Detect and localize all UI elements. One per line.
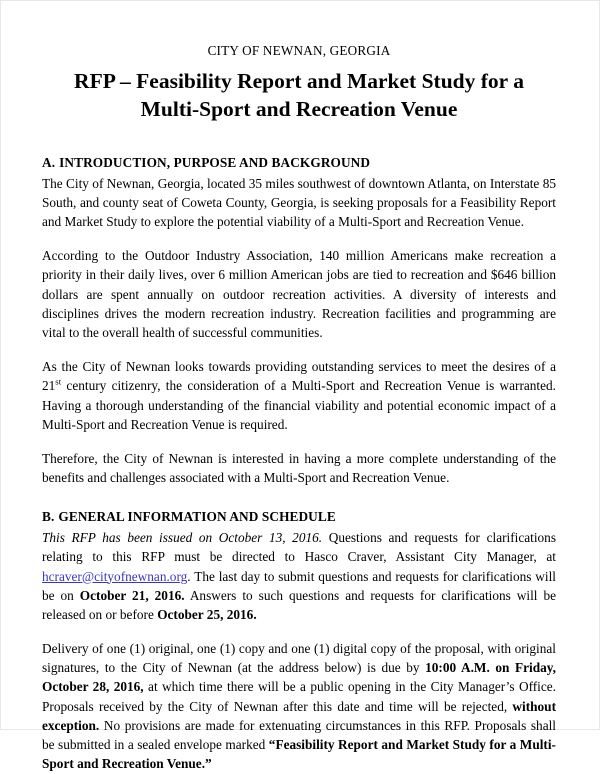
section-a-paragraph-3: [42, 357, 556, 434]
document-title-line-1: RFP – Feasibility Report and Market Study for a: [74, 68, 524, 93]
question-deadline-date: October 21, 2016.: [79, 587, 185, 603]
section-b-paragraph-1: [42, 528, 556, 624]
section-a-paragraph-1: The City of Newnan, Georgia, located 35 miles southwest of downtown Atlanta, on Interstate 85 South, and county seat of Coweta County, Georgia, is seeking proposals for a Feasibility Report and Market Study to explore the potential viability of a Multi-Sport and Recreation Venue.: [42, 175, 556, 230]
section-b-paragraph-2-part-3: No provisions are made for extenuating circumstances in this RFP. Proposals shall be submitted in a sealed envelope marked: [42, 717, 556, 753]
section-b-heading-text: GENERAL INFORMATION AND SCHEDULE: [58, 509, 336, 525]
section-b-letter: B.: [42, 509, 55, 525]
organization-line: CITY OF NEWNAN, GEORGIA: [207, 43, 391, 58]
section-a-paragraph-3-part-2: century citizenry, the consideration of a Multi-Sport and Recreation Venue is warranted. Having a thorough understanding of the financial viability and potential economic impact of a Multi-Sport and Recreation Venue is required.: [42, 378, 556, 432]
proposal-due-datetime: 10:00 A.M. on Friday, October 28, 2016,: [42, 660, 557, 695]
answer-release-date: October 25, 2016.: [157, 607, 257, 623]
section-b-paragraph-2: [42, 639, 556, 774]
issue-date-italic: This RFP has been issued on October 13, 2016.: [42, 530, 323, 545]
section-b-paragraph-2-part-2: at which time there will be a public opening in the City Manager’s Office. Proposals received by the City of Newnan after this date and time will be rejected,: [42, 679, 557, 714]
section-a-paragraph-3-part-1: As the City of Newnan looks towards providing outstanding services to meet the desires of a 21: [42, 359, 556, 394]
document-title: [42, 67, 556, 124]
without-exception-emphasis: without exception.: [42, 698, 556, 733]
contact-email-link[interactable]: hcraver@cityofnewnan.org: [42, 568, 188, 584]
section-b: [42, 508, 556, 774]
section-a-heading: [42, 154, 556, 173]
section-a-paragraph-2: According to the Outdoor Industry Association, 140 million Americans make recreation a priority in their daily lives, over 6 million American jobs are tied to recreation and $646 billion dollars are spent annually on outdoor recreation activities. A diversity of interests and disciplines drives the modern recreation industry. Recreation facilities and programming are vital to the overall health of successful communities.: [42, 248, 556, 341]
section-a-paragraph-4: Therefore, the City of Newnan is interested in having a more complete understanding of the benefits and challenges associated with a Multi-Sport and Recreation Venue.: [42, 450, 556, 485]
section-b-paragraph-1-part-2: . The last day to submit questions and requests for clarifications will be on: [42, 568, 556, 603]
section-b-paragraph-1-part-1: Questions and requests for clarifications relating to this RFP must be directed to Hasco Craver, Assistant City Manager, at: [42, 530, 556, 565]
ordinal-suffix-superscript: st: [55, 376, 62, 387]
section-b-paragraph-1-part-3: Answers to such questions and requests for clarifications will be released on or before: [42, 587, 556, 623]
section-a-letter: A.: [42, 155, 56, 171]
section-a: [42, 154, 556, 487]
section-b-heading: [42, 508, 556, 527]
envelope-marking-label: “Feasibility Report and Market Study for a Multi-Sport and Recreation Venue.”: [42, 737, 556, 772]
document-title-line-2: Multi-Sport and Recreation Venue: [140, 97, 458, 122]
section-a-heading-text: INTRODUCTION, PURPOSE AND BACKGROUND: [59, 155, 371, 171]
section-b-paragraph-2-part-1: Delivery of one (1) original, one (1) copy and one (1) digital copy of the proposal, with original signatures, to the City of Newnan (at the address below) is due by: [42, 640, 556, 676]
